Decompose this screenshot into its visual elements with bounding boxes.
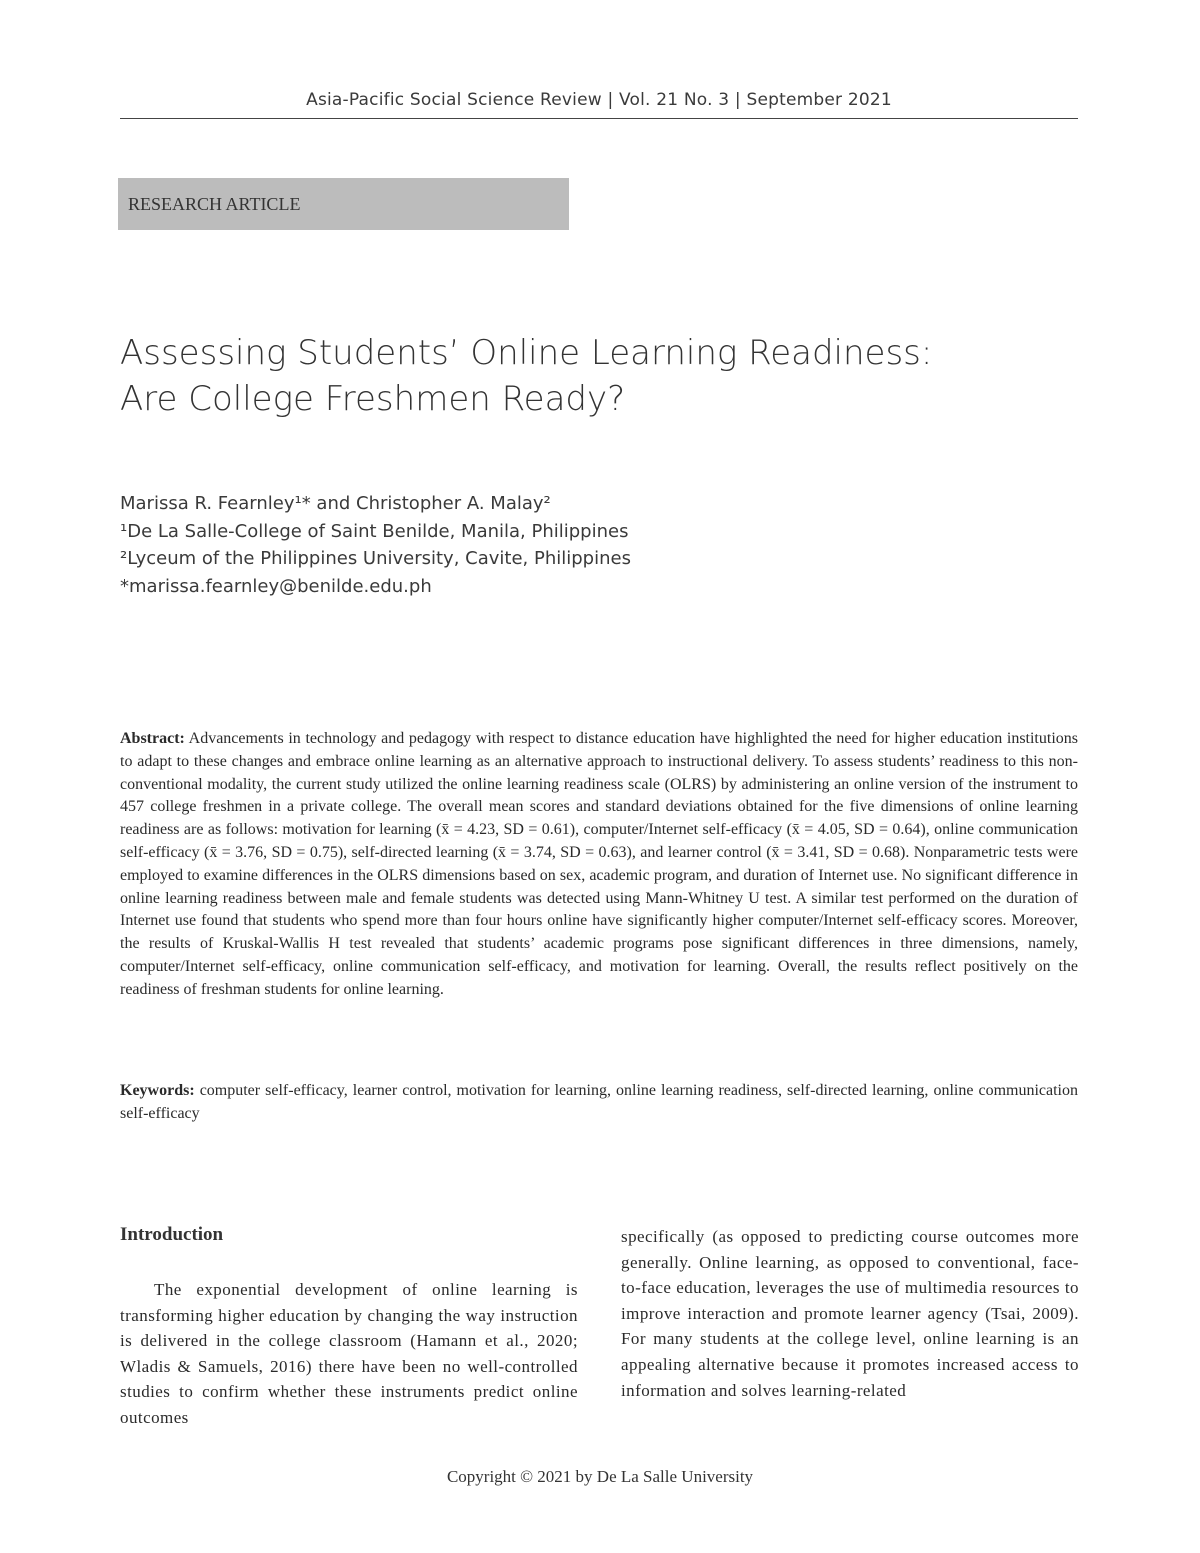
- author-block: [120, 490, 631, 600]
- copyright-footer: Copyright © 2021 by De La Salle University: [446, 1467, 754, 1486]
- abstract-label: Abstract:: [120, 730, 185, 747]
- section-heading-introduction: Introduction: [120, 1224, 224, 1245]
- intro-right-column: specifically (as opposed to predicting course outcomes more generally. Online learning, as opposed to conventional, face-to-face education, leverages the use of multimedia resources to improve interaction and promote learner agency (Tsai, 2009). For many students at the college level, online learning is an appealing alternative because it promotes increased access to information and solves learning-related: [621, 1227, 1079, 1400]
- keywords: [120, 1080, 1078, 1126]
- abstract-text: Advancements in technology and pedagogy with respect to distance education have highlighted the need for higher education institutions to adapt to these changes and embrace online learning as an alternative approach to instructional delivery. To assess students’ readiness to this non-conventional modality, the current study utilized the online learning readiness scale (OLRS) by administering an online version of the instrument to 457 college freshmen in a private college. The overall mean scores and standard deviations obtained for the five dimensions of online learning readiness are as follows: motivation for learning (x̄ = 4.23, SD = 0.61), computer/Internet self-efficacy (x̄ = 4.05, SD = 0.64), online communication self-efficacy (x̄ = 3.76, SD = 0.75), self-directed learning (x̄ = 3.74, SD = 0.63), and learner control (x̄ = 3.41, SD = 0.68). Nonparametric tests were employed to examine differences in the OLRS dimensions based on sex, academic program, and duration of Internet use. No significant difference in online learning readiness between male and female students was detected using Mann-Whitney U test. A similar test performed on the duration of Internet use found that students who spend more than four hours online have significantly higher computer/Internet self-efficacy scores. Moreover, the results of Kruskal-Wallis H test revealed that students’ academic programs pose significant differences in three dimensions, namely, computer/Internet self-efficacy, online communication self-efficacy, and motivation for learning. Overall, the results reflect positively on the readiness of freshman students for online learning.: [120, 730, 1078, 998]
- keywords-text: computer self-efficacy, learner control, motivation for learning, online learning readiness, self-directed learning, online communication self-efficacy: [120, 1082, 1078, 1122]
- header-rule: [120, 118, 1078, 119]
- article-title: [120, 330, 1080, 422]
- title-line-2: Are College Freshmen Ready?: [120, 379, 626, 419]
- keywords-label: Keywords:: [120, 1082, 195, 1099]
- abstract: [120, 728, 1078, 1002]
- running-head: Asia-Pacific Social Science Review | Vol. 21 No. 3 | September 2021: [306, 90, 892, 110]
- author-email: *marissa.fearnley@benilde.edu.ph: [120, 575, 432, 597]
- author-names: Marissa R. Fearnley¹* and Christopher A. Malay²: [120, 493, 551, 514]
- title-line-1: Assessing Students’ Online Learning Readiness:: [120, 333, 933, 373]
- affiliation-2: ²Lyceum of the Philippines University, Cavite, Philippines: [120, 548, 631, 569]
- intro-left-column: The exponential development of online learning is transforming higher education by changing the way instruction is delivered in the college classroom (Hamann et al., 2020; Wladis & Samuels, 2016) there have been no well-controlled studies to confirm whether these instruments predict online outcomes: [120, 1280, 578, 1427]
- affiliation-1: ¹De La Salle-College of Saint Benilde, Manila, Philippines: [120, 520, 629, 542]
- article-type-banner: RESEARCH ARTICLE: [118, 178, 569, 230]
